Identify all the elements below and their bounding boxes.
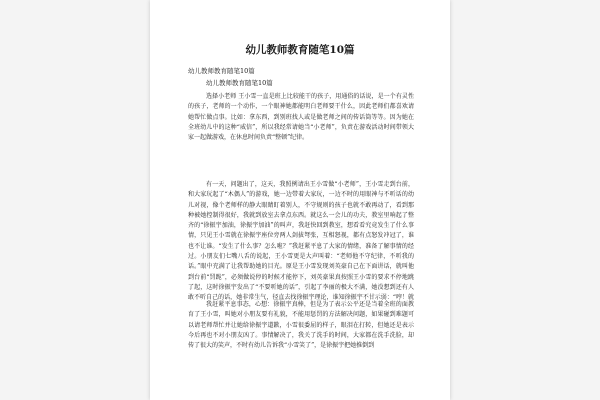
document-title: 幼儿教师教育随笔10篇 (245, 44, 355, 56)
document-subtitle-repeat: 幼儿教师教育随笔10篇 (206, 79, 273, 87)
paragraph-choosing-little-teacher: 选择小老师 王小雪一直是班上比较能干的孩子，用通俗的话说，是一个有灵性的孩子，老师的一个动作，一个眼神她都能明白老师要干什么，因此老师们都喜欢请她帮忙做点事。比如：拿东西，到别班找人或是做老师之间的传话筒等等。因为她在全班幼儿中的这种“威信”，所以我经常请她当“小老师”，负责在游戏活动时间带领大家一起做游戏，在休息时间负责“整顿”纪律。 (188, 93, 414, 142)
paragraph-resolution: 我赶紧平息事态，心想：徐振宇真棒，但是为了表示公平还是当着全班的面教育了王小雪，叫她对小朋友要有礼貌，不能用惩罚的方法解决问题，如果碰到难题可以请老师帮忙并让她给徐振宇道歉，小雪很委屈的样子，眼泪在打转，但她还是表示今后再也不对小朋友凶了。事情解决了，我关了洗手的时间，大家都在洗手洗脸，却传了很大的笑声，不时有幼儿告诉我“小雪笑了”，是徐振宇把她推倒到 (188, 301, 414, 350)
document-page (150, 0, 450, 400)
paragraph-conflict: 有一天，问题出了，这天，我照例请出王小雪做“小老师”，王小雪走到台前，和大家玩起了“木偶人”的游戏，她一边带着大家玩，一边不时的用眼神与不听话的幼儿对视，像个老师样的静大眼睛盯着别人，不守规则的孩子也就不敢再动了，看到那种被她控制得很好，我就到放室去拿点东西。就这么一会儿的功夫，教室里响起了整齐的“徐振宇加油，徐振宇加油”的叫声，我赶快回到教室，想看看究竟发生了什么事情，只见王小雪就在徐振宇座位旁两人剑拔弩张，互相怒视，都有点怒发冲冠了，谁也不让谁。“发生了什么事？怎么啦？”我赶紧平息了大家的情绪，准备了解事情的经过。小朋友们七嘴八舌的说起，王小雪更是大声叫着：“老师他不守纪律，不听我的话。”眼中充满了让我帮助她的目光。原是王小雪发现刘英豪自己在下面讲话，就叫他到台前“罚跪”，必须做说停的时候才能停下，刘英豪果真按照王小雪的要求不停地跳了起，这时徐振宇发出了“不要听她的话”，引起了李丽的极大不满，她没想到还有人敢不听自己的话，她非常生气，径直去找徐振宇理论，谁知徐振宇不甘示弱：“哼！就 (188, 181, 414, 302)
document-subtitle: 幼儿教师教育随笔10篇 (188, 67, 255, 75)
